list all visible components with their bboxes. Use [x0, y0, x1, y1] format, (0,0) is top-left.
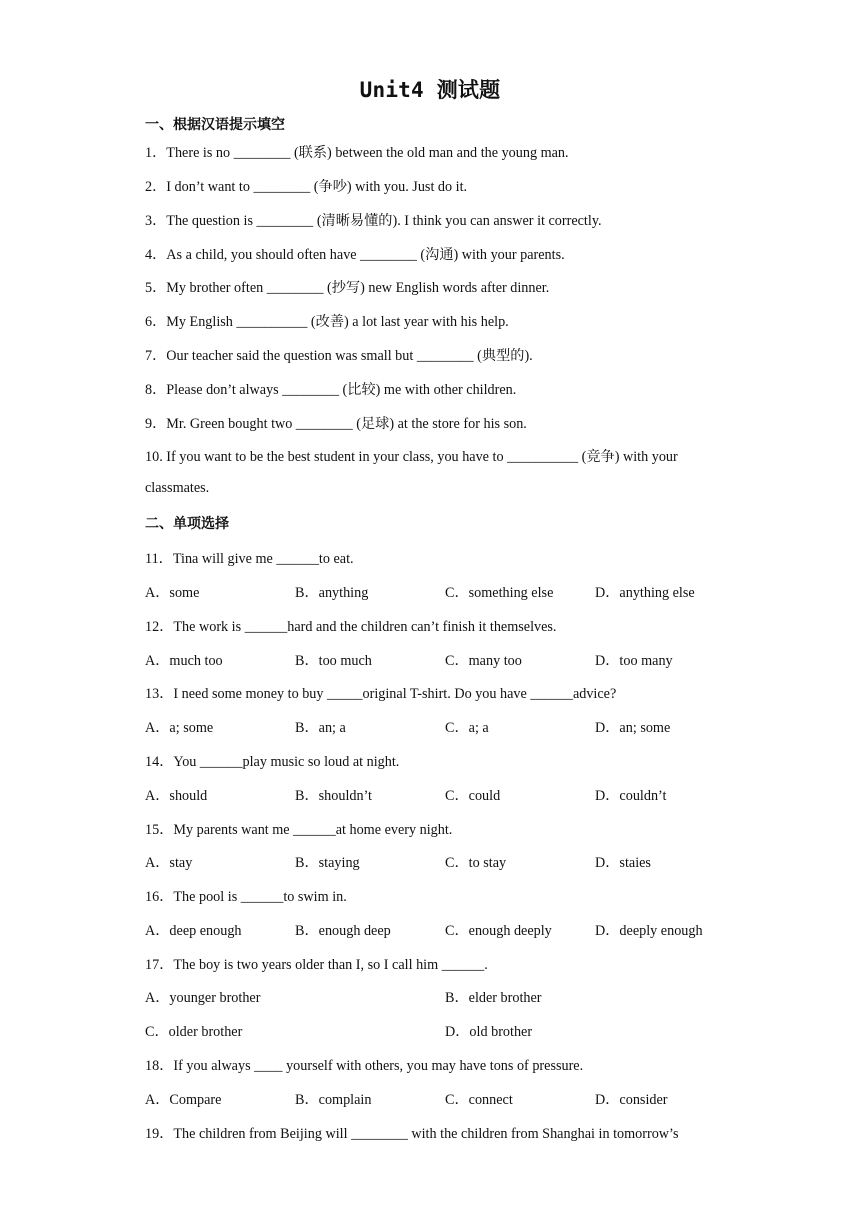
question-16-option-a: A．deep enough — [145, 923, 242, 939]
question-12-option-c: C．many too — [445, 653, 522, 669]
question-12-option-a: A．much too — [145, 653, 223, 669]
question-17-option-b: B．elder brother — [445, 990, 542, 1006]
question-12: 12．The work is ______hard and the children can’t finish it themselves. — [145, 619, 557, 635]
question-16-option-b: B．enough deep — [295, 923, 391, 939]
question-15-option-d: D．staies — [595, 855, 651, 871]
question-16: 16．The pool is ______to swim in. — [145, 889, 347, 905]
page-title: Unit4 测试题 — [359, 78, 501, 102]
section-2-heading: 二、单项选择 — [145, 516, 229, 532]
fill-item-5: 5．My brother often ________ (抄写) new English words after dinner. — [145, 280, 550, 296]
question-15-option-c: C．to stay — [445, 855, 507, 871]
question-11-option-a: A．some — [145, 585, 200, 601]
question-13-option-b: B．an; a — [295, 720, 346, 736]
question-14: 14．You ______play music so loud at night. — [145, 754, 400, 770]
question-14-option-d: D．couldn’t — [595, 788, 667, 804]
fill-item-9: 9．Mr. Green bought two ________ (足球) at the store for his son. — [145, 416, 527, 432]
question-11-option-d: D．anything else — [595, 585, 695, 601]
question-12-option-b: B．too much — [295, 653, 372, 669]
fill-item-6: 6．My English __________ (改善) a lot last year with his help. — [145, 314, 509, 330]
question-15-option-b: B．staying — [295, 855, 360, 871]
question-17: 17．The boy is two years older than I, so I call him ______. — [145, 957, 488, 973]
question-12-option-d: D．too many — [595, 653, 673, 669]
fill-item-1: 1．There is no ________ (联系) between the old man and the young man. — [145, 145, 569, 161]
question-11-option-b: B．anything — [295, 585, 369, 601]
question-11-option-c: C．something else — [445, 585, 554, 601]
question-18-option-b: B．complain — [295, 1092, 372, 1108]
question-18-option-d: D．consider — [595, 1092, 668, 1108]
question-13-option-d: D．an; some — [595, 720, 671, 736]
question-13-option-a: A．a; some — [145, 720, 214, 736]
question-17-option-a: A．younger brother — [145, 990, 261, 1006]
fill-item-10-continued: classmates. — [145, 480, 210, 496]
question-11: 11．Tina will give me ______to eat. — [145, 551, 354, 567]
question-14-option-b: B．shouldn’t — [295, 788, 372, 804]
question-17-option-d: D．old brother — [445, 1024, 533, 1040]
question-15: 15．My parents want me ______at home every night. — [145, 822, 453, 838]
question-18: 18．If you always ____ yourself with others, you may have tons of pressure. — [145, 1058, 584, 1074]
fill-item-8: 8．Please don’t always ________ (比较) me with other children. — [145, 382, 517, 398]
question-19: 19．The children from Beijing will ________ with the children from Shanghai in tomorrow’s — [145, 1126, 679, 1142]
question-16-option-d: D．deeply enough — [595, 923, 703, 939]
fill-item-3: 3．The question is ________ (清晰易懂的). I think you can answer it correctly. — [145, 213, 602, 229]
question-18-option-c: C．connect — [445, 1092, 513, 1108]
question-14-option-c: C．could — [445, 788, 501, 804]
fill-item-4: 4．As a child, you should often have ________ (沟通) with your parents. — [145, 247, 565, 263]
fill-item-2: 2．I don’t want to ________ (争吵) with you. Just do it. — [145, 179, 468, 195]
section-1-heading: 一、根据汉语提示填空 — [145, 117, 285, 133]
question-15-option-a: A．stay — [145, 855, 193, 871]
fill-item-10: 10. If you want to be the best student in your class, you have to __________ (竞争) with your — [145, 449, 678, 465]
question-13-option-c: C．a; a — [445, 720, 489, 736]
question-14-option-a: A．should — [145, 788, 208, 804]
question-18-option-a: A．Compare — [145, 1092, 222, 1108]
question-13: 13．I need some money to buy _____original T-shirt. Do you have ______advice? — [145, 686, 617, 702]
fill-item-7: 7．Our teacher said the question was small but ________ (典型的). — [145, 348, 533, 364]
question-16-option-c: C．enough deeply — [445, 923, 552, 939]
question-17-option-c: C．older brother — [145, 1024, 243, 1040]
